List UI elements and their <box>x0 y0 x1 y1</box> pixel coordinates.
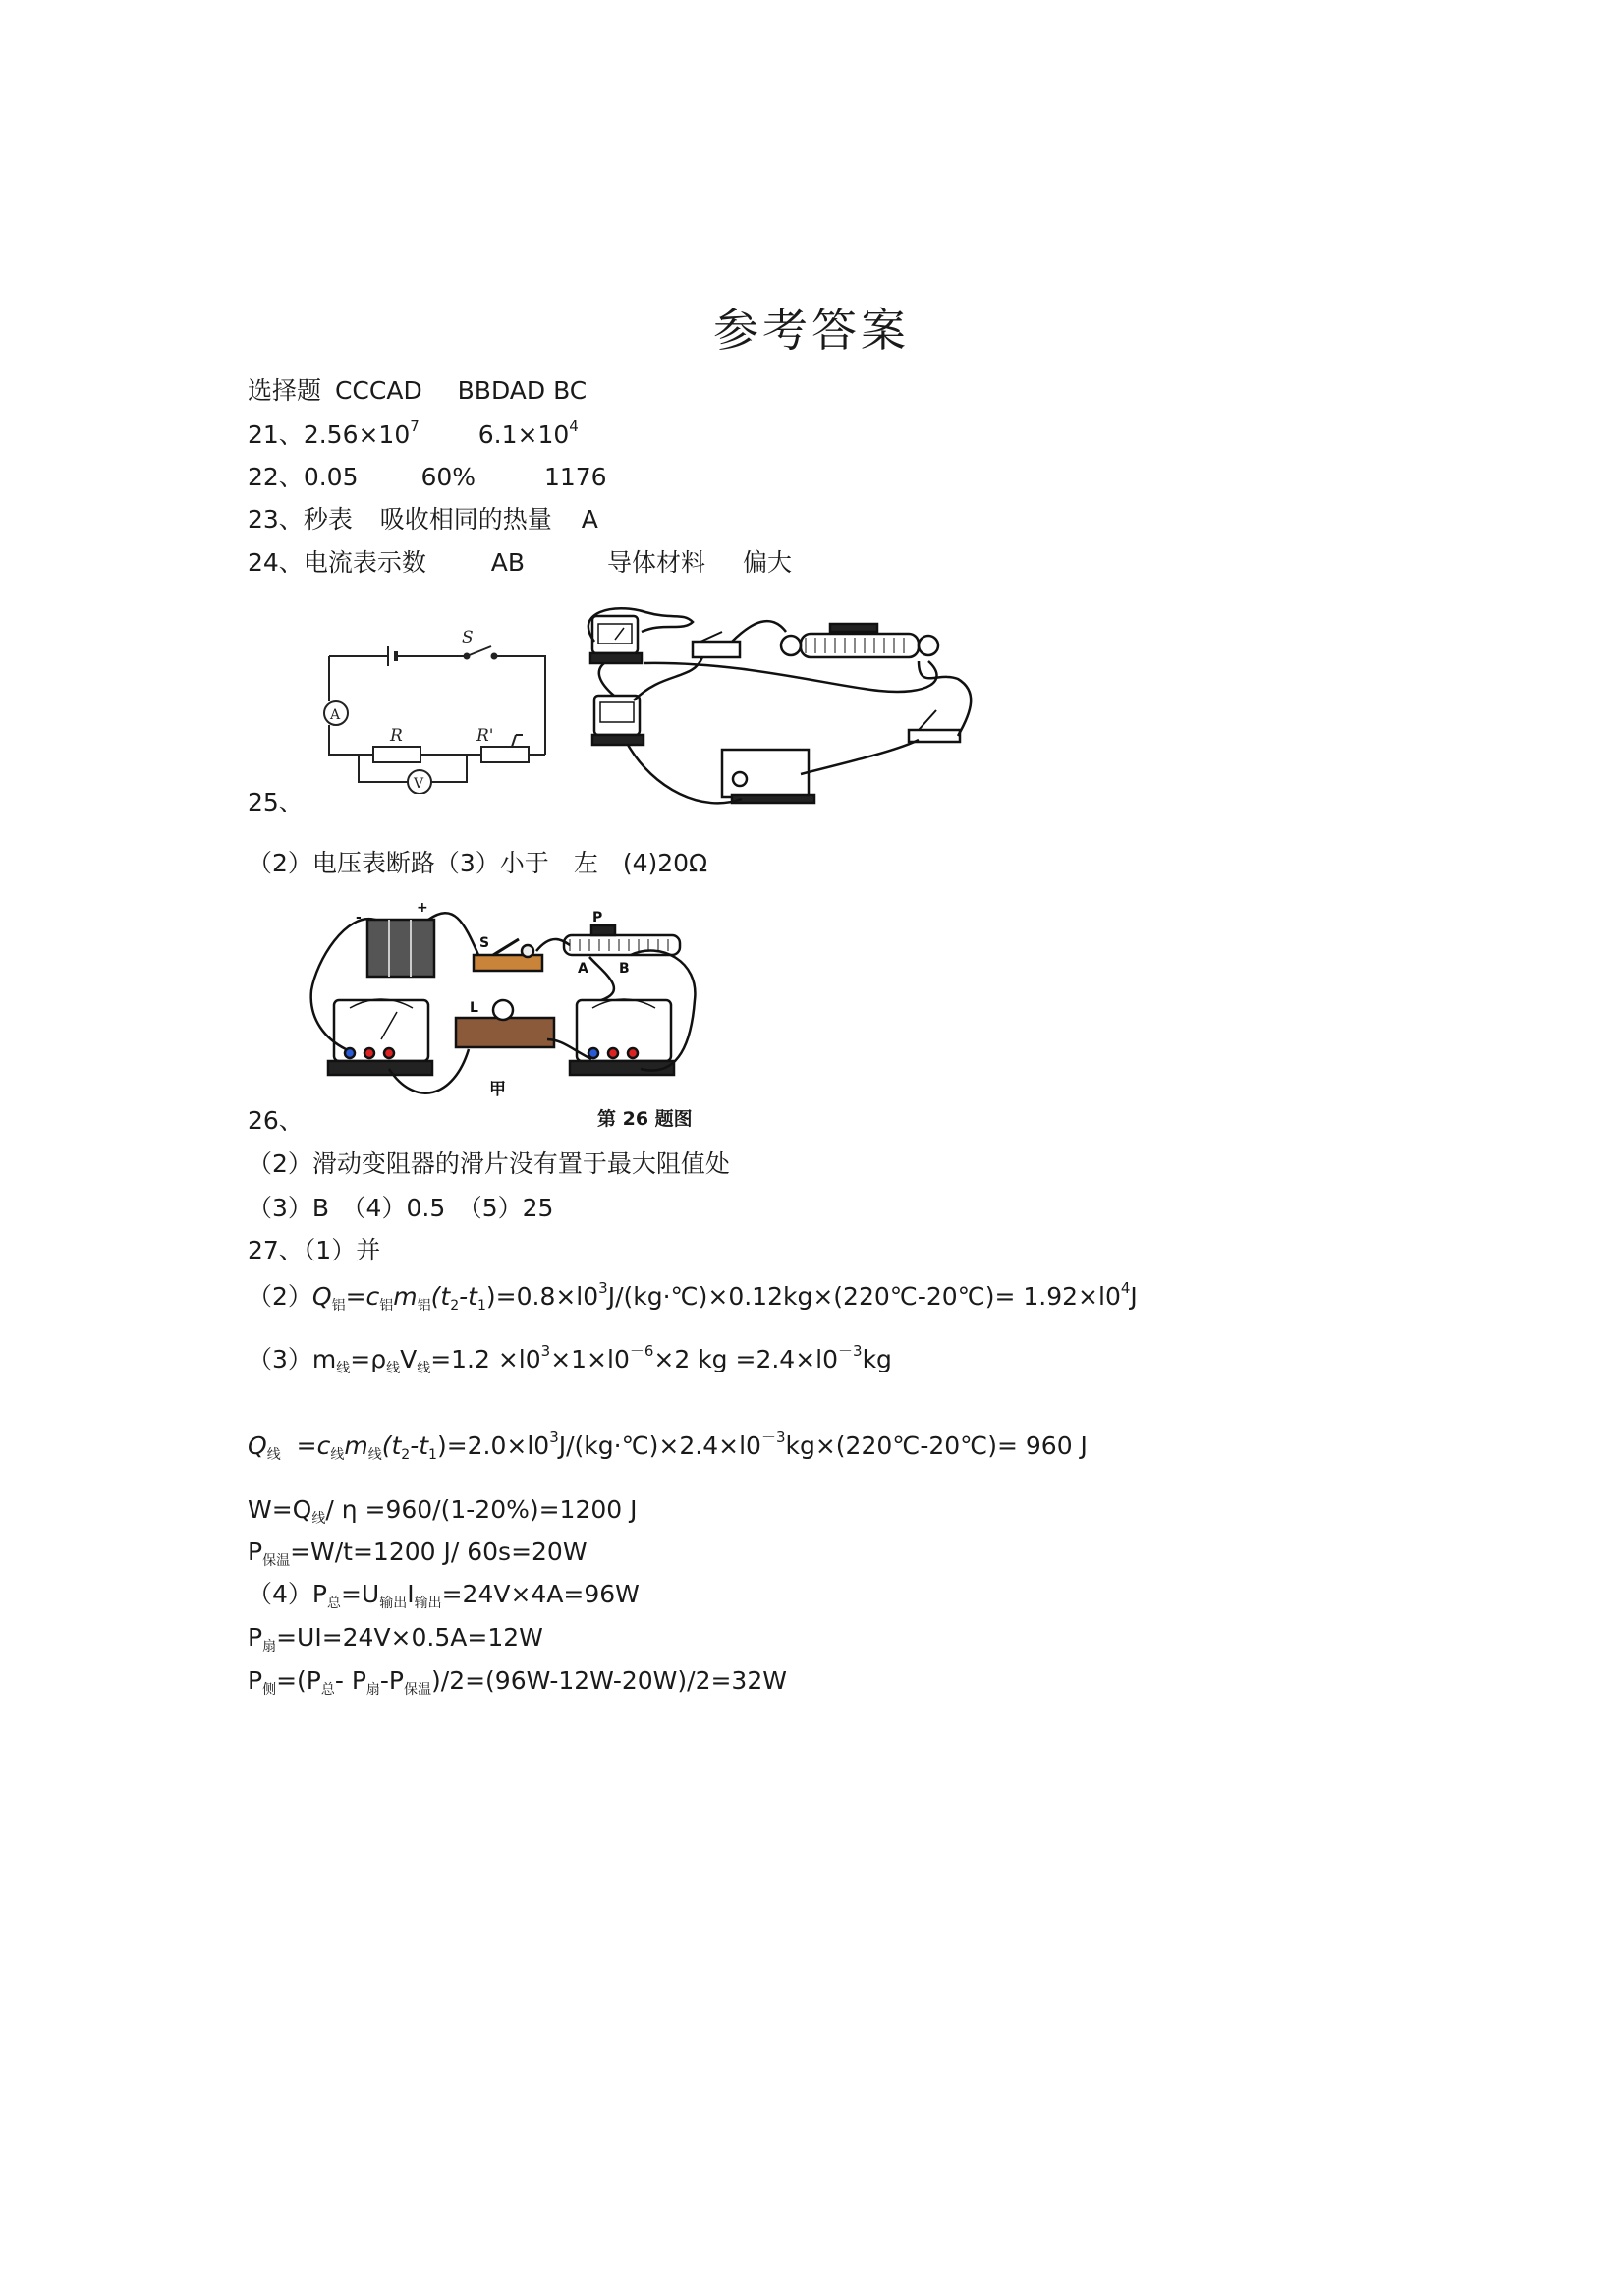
q21-number: 21、 <box>248 420 304 449</box>
page-title: 参考答案 <box>713 304 910 357</box>
q25-circuit-diagram <box>319 627 555 794</box>
terminal-b-label: B <box>619 961 630 977</box>
q27-answer-3-work: $W=Q_线/$ η =960/(1-20%)=1200 J <box>248 1495 638 1527</box>
resistor-label: R <box>390 726 403 746</box>
q27-answer-3-mass: $(3)m_线=\rho_线V_线=1.2 \times l0^3\times 1\times l0^{-6}\times 2$ kg $=2.4\times l0^{-3}kg$ <box>248 1342 892 1376</box>
terminal-a-label: A <box>578 961 588 977</box>
q24-answer-3: 导体材料 <box>607 548 706 577</box>
lamp-l-label: L <box>470 1000 478 1016</box>
rheostat-label: R' <box>476 726 494 746</box>
q24-answer-1: 电流表示数 <box>303 548 426 577</box>
ammeter-label: A <box>330 707 341 723</box>
q23-answer-3: A <box>581 505 598 533</box>
q26-figure-caption: 第 26 题图 <box>597 1108 693 1130</box>
q23-answer-2: 吸收相同的热量 <box>379 505 552 533</box>
battery-plus-label: + <box>417 902 428 916</box>
q21-answer <box>248 419 579 452</box>
q26-answer-3-5: （3）B （4）0.5 （5）25 <box>248 1194 554 1222</box>
slider-p-label: P <box>592 910 603 925</box>
q24-answer-2: AB <box>490 548 526 577</box>
q24-answer-4: 偏大 <box>742 548 792 577</box>
q25-number: 25、 <box>248 788 304 816</box>
voltmeter-label: V <box>414 776 424 792</box>
switch-label: S <box>462 628 474 647</box>
choice-answers-1: CCCAD <box>334 376 422 405</box>
q25-answer: （2）电压表断路（3）小于 左 (4)20Ω <box>248 849 708 877</box>
switch-s-label: S <box>479 935 490 951</box>
choice-answers <box>248 374 587 408</box>
q23-answer-1: 秒表 <box>303 505 353 533</box>
q25-wiring-photo <box>585 602 978 818</box>
q21-answer-2: $6.1\times 10^4$ <box>477 418 579 449</box>
q22-number: 22、 <box>248 463 304 491</box>
choice-label: 选择题 <box>248 376 322 405</box>
q22-answer-1: 0.05 <box>303 463 359 491</box>
q23-answer <box>248 503 598 536</box>
q26-answer-2: （2）滑动变阻器的滑片没有置于最大阻值处 <box>248 1149 730 1178</box>
q27-answer-4-side: $P_侧=(P_总-$ $P_扇-P_{保温})/2=(96W-12W-20W)/2=32W$ <box>248 1666 787 1698</box>
q26-number: 26、 <box>248 1106 304 1135</box>
q27-answer-4-total: $(4)P_总=U_{输出}I_{输出}=24V\times 4A=96W$ <box>248 1580 640 1611</box>
q24-answer <box>248 546 792 580</box>
q24-number: 24、 <box>248 548 304 577</box>
q27-answer-3-heat: $Q_线$ $=c_线m_线(t_2-t_1)=2.0\times l0^3J/(kg\cdot℃)\times 2.4\times l0^{-3}kg\times(220℃-20℃)= 960$ J <box>248 1428 1088 1463</box>
figure-jia-label: 甲 <box>489 1080 506 1098</box>
q21-answer-1: $2.56\times 10^7$ <box>303 418 420 449</box>
q22-answer-2: 60% <box>420 463 476 491</box>
choice-answers-2: BBDAD BC <box>457 376 588 405</box>
q23-number: 23、 <box>248 505 304 533</box>
q22-answer-3: 1176 <box>543 463 607 491</box>
q27-answer-1: 27、（1）并 <box>248 1236 381 1264</box>
q22-answer <box>248 461 607 494</box>
q27-answer-3-power: $P_{保温}=W/t=1200$ J/ 60s=20W <box>248 1538 588 1569</box>
q27-answer-2: $(2)Q_铝=c_铝m_铝(t_2-t_1)=0.8\times l0^3J/(kg\cdot℃)\times 0.12kg\times(220℃-20℃)= 1.92\times l0^4J$ <box>248 1279 1138 1314</box>
battery-minus-label: - <box>356 910 362 925</box>
q26-circuit-photo <box>307 902 700 1098</box>
q27-answer-4-fan: $P_扇=UI=24V\times 0.5A=12W$ <box>248 1623 543 1654</box>
